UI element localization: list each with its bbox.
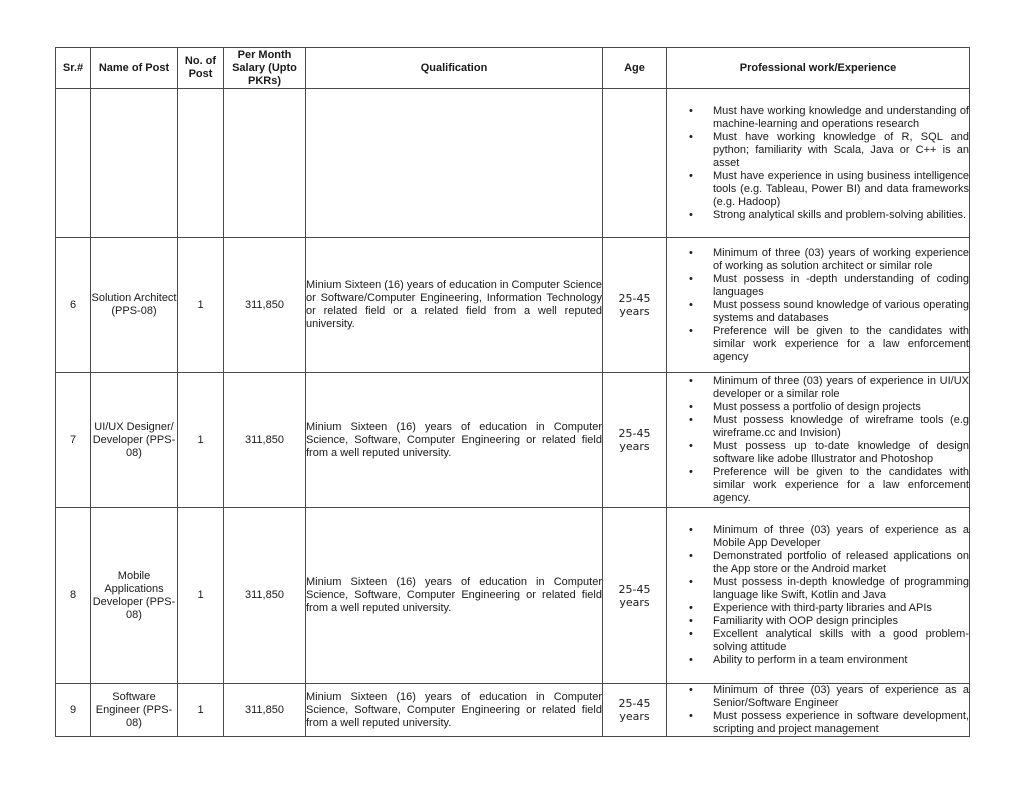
cell-posts: 1 xyxy=(178,238,224,373)
table-row xyxy=(56,238,970,373)
list-item: • Must possess sound knowledge of various operating systems and databases xyxy=(667,299,969,325)
cell-qualification: Minium Sixteen (16) years of education in Computer Science, Software, Computer Engineering or related field from a well reputed university. xyxy=(306,684,603,737)
cell-name xyxy=(91,89,178,238)
cell-experience xyxy=(667,684,970,737)
experience-list xyxy=(667,375,969,505)
cell-qualification: Minium Sixteen (16) years of education in Computer Science or Software/Computer Engineering, Information Technology or related field or a related field from a well reputed university. xyxy=(306,238,603,373)
job-posts-table xyxy=(55,47,970,737)
experience-list xyxy=(667,524,969,667)
table-row xyxy=(56,508,970,684)
cell-salary: 311,850 xyxy=(224,508,306,684)
cell-posts xyxy=(178,89,224,238)
cell-salary: 311,850 xyxy=(224,684,306,737)
header-name: Name of Post xyxy=(91,48,178,89)
cell-posts: 1 xyxy=(178,508,224,684)
table-header-row xyxy=(56,48,970,89)
list-item: • Familiarity with OOP design principles xyxy=(667,615,969,628)
experience-list xyxy=(667,105,969,222)
cell-name: Mobile Applications Developer (PPS-08) xyxy=(91,508,178,684)
cell-qualification: Minium Sixteen (16) years of education in Computer Science, Software, Computer Engineering or related field from a well reputed university. xyxy=(306,373,603,508)
list-item: • Preference will be given to the candidates with similar work experience for a law enforcement agency xyxy=(667,325,969,364)
cell-salary: 311,850 xyxy=(224,373,306,508)
header-experience: Professional work/Experience xyxy=(667,48,970,89)
list-item: • Must have experience in using business intelligence tools (e.g. Tableau, Power BI) and data frameworks (e.g. Hadoop) xyxy=(667,170,969,209)
list-item: • Demonstrated portfolio of released applications on the App store or the Android market xyxy=(667,550,969,576)
cell-qualification: Minium Sixteen (16) years of education in Computer Science, Software, Computer Engineering or related field from a well reputed university. xyxy=(306,508,603,684)
list-item: • Must have working knowledge of R, SQL and python; familiarity with Scala, Java or C++ is an asset xyxy=(667,131,969,170)
table-row xyxy=(56,89,970,238)
list-item: • Minimum of three (03) years of experience as a Mobile App Developer xyxy=(667,524,969,550)
list-item: • Preference will be given to the candidates with similar work experience for a law enforcement agency. xyxy=(667,466,969,505)
cell-posts: 1 xyxy=(178,684,224,737)
list-item: • Excellent analytical skills with a good problem-solving attitude xyxy=(667,628,969,654)
cell-name: Software Engineer (PPS-08) xyxy=(91,684,178,737)
header-salary: Per Month Salary (Upto PKRs) xyxy=(224,48,306,89)
header-qualification: Qualification xyxy=(306,48,603,89)
list-item: • Minimum of three (03) years of experience as a Senior/Software Engineer xyxy=(667,684,969,710)
cell-salary xyxy=(224,89,306,238)
header-sr: Sr.# xyxy=(56,48,91,89)
cell-age: 25-45 years xyxy=(603,238,667,373)
cell-qualification xyxy=(306,89,603,238)
cell-experience xyxy=(667,373,970,508)
list-item: • Must possess knowledge of wireframe tools (e.g wireframe.cc and Invision) xyxy=(667,414,969,440)
cell-sr: 9 xyxy=(56,684,91,737)
list-item: • Must possess experience in software development, scripting and project management xyxy=(667,710,969,736)
list-item: • Must possess in-depth knowledge of programming language like Swift, Kotlin and Java xyxy=(667,576,969,602)
experience-list xyxy=(667,684,969,736)
list-item: • Must possess a portfolio of design projects xyxy=(667,401,969,414)
cell-experience xyxy=(667,508,970,684)
cell-sr: 7 xyxy=(56,373,91,508)
list-item: • Experience with third-party libraries and APIs xyxy=(667,602,969,615)
list-item: • Must have working knowledge and understanding of machine-learning and operations research xyxy=(667,105,969,131)
cell-sr: 6 xyxy=(56,238,91,373)
list-item: • Strong analytical skills and problem-solving abilities. xyxy=(667,209,969,222)
cell-age xyxy=(603,89,667,238)
cell-age: 25-45 years xyxy=(603,373,667,508)
list-item: • Must possess in -depth understanding of coding languages xyxy=(667,273,969,299)
list-item: • Must possess up to-date knowledge of design software like adobe Illustrator and Photoshop xyxy=(667,440,969,466)
cell-sr: 8 xyxy=(56,508,91,684)
cell-name: Solution Architect (PPS-08) xyxy=(91,238,178,373)
header-posts: No. of Post xyxy=(178,48,224,89)
cell-age: 25-45 years xyxy=(603,508,667,684)
cell-salary: 311,850 xyxy=(224,238,306,373)
cell-sr xyxy=(56,89,91,238)
table-row xyxy=(56,373,970,508)
table-row xyxy=(56,684,970,737)
cell-experience xyxy=(667,238,970,373)
cell-age: 25-45 years xyxy=(603,684,667,737)
header-age: Age xyxy=(603,48,667,89)
list-item: • Minimum of three (03) years of working experience of working as solution architect or similar role xyxy=(667,247,969,273)
experience-list xyxy=(667,247,969,364)
cell-experience xyxy=(667,89,970,238)
list-item: • Minimum of three (03) years of experience in UI/UX developer or a similar role xyxy=(667,375,969,401)
cell-name: UI/UX Designer/ Developer (PPS-08) xyxy=(91,373,178,508)
cell-posts: 1 xyxy=(178,373,224,508)
list-item: • Ability to perform in a team environment xyxy=(667,654,969,667)
